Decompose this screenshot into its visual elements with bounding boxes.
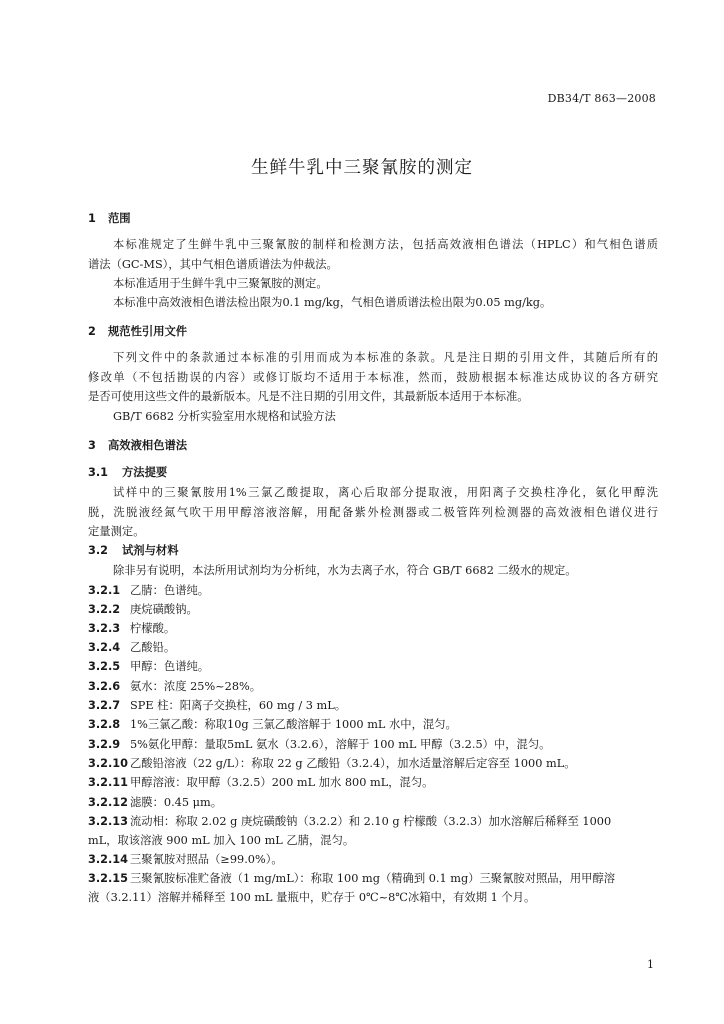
- reagent-item: 3.2.12 滤膜：0.45 μm。: [88, 796, 222, 809]
- reagent-item: 3.2.7 SPE 柱：阳离子交换柱，60 mg / 3 mL。: [88, 699, 347, 712]
- section-1-paragraph-1a: 本标准规定了生鲜牛乳中三聚氰胺的制样和检测方法，包括高效液相色谱法（HPLC）和气相色谱质: [113, 238, 658, 251]
- section-2-heading: 2 规范性引用文件: [88, 325, 188, 338]
- section-3-2-intro: 除非另有说明，本法所用试剂均为分析纯，水为去离子水，符合 GB/T 6682 二级水的规定。: [113, 564, 577, 577]
- reagent-item: 3.2.8 1%三氯乙酸：称取10g 三氯乙酸溶解于 1000 mL 水中，混匀。: [88, 718, 457, 731]
- page-number: 1: [647, 958, 654, 971]
- section-3-heading: 3 高效液相色谱法: [88, 439, 188, 452]
- reagent-item: 3.2.4 乙酸铅。: [88, 641, 176, 654]
- reagent-item: 3.2.15 三聚氰胺标准贮备液（1 mg/mL）：称取 100 mg（精确到 0.1 mg）三聚氰胺对照品，用甲醇溶: [88, 872, 616, 885]
- normative-reference: GB/T 6682 分析实验室用水规格和试验方法: [113, 410, 336, 423]
- reagent-item: 3.2.2 庚烷磺酸钠。: [88, 603, 198, 616]
- reagent-item-continued: mL，取该溶液 900 mL 加入 100 mL 乙腈，混匀。: [88, 834, 355, 847]
- section-1-paragraph-3: 本标准中高效液相色谱法检出限为0.1 mg/kg，气相色谱质谱法检出限为0.05 mg/kg。: [113, 296, 552, 309]
- section-1-paragraph-1b: 谱法（GC-MS），其中气相色谱质谱法为仲裁法。: [88, 258, 338, 271]
- section-2-paragraph-1a: 下列文件中的条款通过本标准的引用而成为本标准的条款。凡是注日期的引用文件，其随后所有的: [113, 351, 658, 364]
- reagent-item-continued: 液（3.2.11）溶解并稀释至 100 mL 量瓶中，贮存于 0℃~8℃冰箱中，有效期 1 个月。: [88, 891, 536, 904]
- section-3-1-paragraph-c: 定量测定。: [88, 525, 145, 538]
- section-3-1-paragraph-a: 试样中的三聚氰胺用1%三氯乙酸提取，离心后取部分提取液，用阳离子交换柱净化，氨化甲醇洗: [113, 486, 658, 499]
- section-1-paragraph-2: 本标准适用于生鲜牛乳中三聚氰胺的测定。: [113, 277, 328, 290]
- reagent-item: 3.2.10 乙酸铅溶液（22 g/L）：称取 22 g 乙酸铅（3.2.4），加水适量溶解后定容至 1000 mL。: [88, 757, 576, 770]
- section-2-paragraph-1c: 是否可使用这些文件的最新版本。凡是不注日期的引用文件，其最新版本适用于本标准。: [88, 390, 529, 403]
- reagent-item: 3.2.5 甲醇：色谱纯。: [88, 660, 210, 673]
- section-3-2-heading: 3.2 试剂与材料: [88, 544, 179, 557]
- reagent-item: 3.2.3 柠檬酸。: [88, 622, 176, 635]
- section-1-heading: 1 范围: [88, 212, 131, 225]
- document-title: 生鲜牛乳中三聚氰胺的测定: [251, 158, 473, 178]
- reagent-item: 3.2.6 氨水：浓度 25%~28%。: [88, 680, 262, 693]
- section-3-1-paragraph-b: 脱，洗脱液经氮气吹干用甲醇溶液溶解，用配备紫外检测器或二极管阵列检测器的高效液相色谱仪进行: [88, 506, 658, 519]
- reagent-item: 3.2.11 甲醇溶液：取甲醇（3.2.5）200 mL 加水 800 mL，混匀。: [88, 776, 434, 789]
- reagent-item: 3.2.14 三聚氰胺对照品（≥99.0%）。: [88, 853, 283, 866]
- reagent-item: 3.2.13 流动相：称取 2.02 g 庚烷磺酸钠（3.2.2）和 2.10 g 柠檬酸（3.2.3）加水溶解后稀释至 1000: [88, 815, 612, 828]
- reagent-item: 3.2.9 5%氨化甲醇：量取5mL 氨水（3.2.6），溶解于 100 mL 甲醇（3.2.5）中，混匀。: [88, 738, 551, 751]
- standard-code: DB34/T 863—2008: [547, 92, 656, 105]
- reagent-item: 3.2.1 乙腈：色谱纯。: [88, 584, 210, 597]
- section-2-paragraph-1b: 修改单（不包括勘误的内容）或修订版均不适用于本标准，然而，鼓励根据本标准达成协议的各方研究: [88, 371, 658, 384]
- section-3-1-heading: 3.1 方法提要: [88, 466, 168, 479]
